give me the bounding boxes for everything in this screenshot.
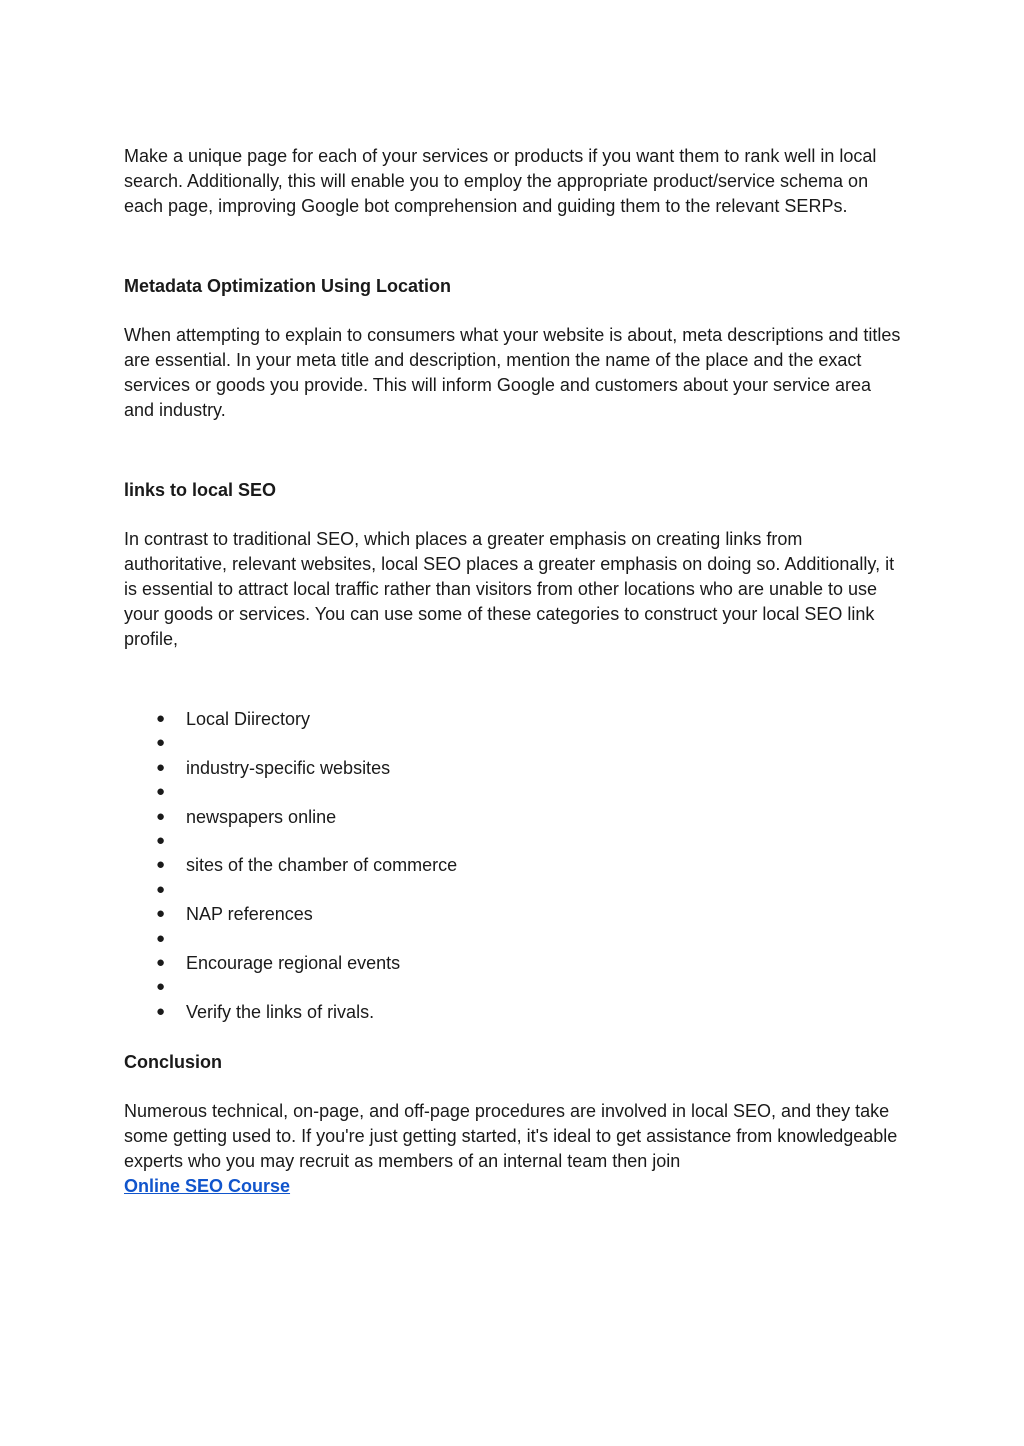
list-item — [124, 805, 904, 829]
list-item-label: Encourage regional events — [186, 952, 401, 973]
list-item-label: sites of the chamber of commerce — [186, 855, 458, 876]
conclusion-paragraph — [124, 1099, 904, 1199]
bullet-icon: ● — [156, 880, 166, 898]
list-item — [124, 853, 904, 877]
list-item — [124, 829, 904, 853]
bullet-icon: ● — [156, 758, 166, 776]
list-item — [124, 1000, 904, 1024]
list-item-label: Local Diirectory — [186, 709, 311, 729]
list-item — [124, 756, 904, 780]
metadata-paragraph: When attempting to explain to consumers what your website is about, meta descriptions and titles are essential. In your meta title and description, mention the name of the place and the exact services or goods you provide. This will inform Google and customers about your service area and industry. — [124, 325, 901, 420]
list-item — [124, 707, 904, 731]
list-item-label: NAP references — [186, 904, 313, 925]
document-page — [124, 144, 904, 1199]
bullet-icon: ● — [156, 856, 166, 874]
link-categories-list — [124, 707, 904, 1024]
bullet-icon: ● — [156, 978, 166, 996]
links-paragraph: In contrast to traditional SEO, which places a greater emphasis on creating links from authoritative, relevant websites, local SEO places a greater emphasis on doing so. Additionally, it is essential to attract local traffic rather than visitors from other locations who are unable to use your goods or services. You can use some of these categories to construct your local SEO link profile, — [124, 529, 895, 649]
metadata-heading: Metadata Optimization Using Location — [124, 276, 452, 296]
bullet-icon: ● — [156, 734, 166, 752]
online-seo-course-link[interactable]: Online SEO Course — [124, 1176, 291, 1197]
bullet-icon: ● — [156, 1002, 166, 1020]
list-item — [124, 902, 904, 926]
bullet-icon: ● — [156, 807, 166, 825]
list-item — [124, 878, 904, 902]
conclusion-text: Numerous technical, on-page, and off-page procedures are involved in local SEO, and they take some getting used to. If you're just getting started, it's ideal to get assistance from knowledgeable experts who you may recruit as members of an internal team then join — [124, 1101, 898, 1172]
bullet-icon: ● — [156, 905, 166, 923]
list-item — [124, 927, 904, 951]
intro-paragraph: Make a unique page for each of your services or products if you want them to rank well in local search. Additionally, this will enable you to employ the appropriate product/service schema on each page, improving Google bot comprehension and guiding them to the relevant SERPs. — [124, 146, 877, 216]
list-item-label: newspapers online — [186, 806, 337, 827]
list-item — [124, 951, 904, 975]
links-heading: links to local SEO — [124, 480, 277, 500]
conclusion-heading: Conclusion — [124, 1052, 222, 1073]
list-item — [124, 731, 904, 755]
list-item — [124, 780, 904, 804]
list-item-label: Verify the links of rivals. — [186, 1001, 375, 1022]
bullet-icon: ● — [156, 783, 166, 801]
bullet-icon: ● — [156, 953, 166, 971]
bullet-icon: ● — [156, 929, 166, 947]
bullet-icon: ● — [156, 831, 166, 849]
bullet-icon: ● — [156, 710, 166, 727]
list-item — [124, 975, 904, 999]
list-item-label: industry-specific websites — [186, 757, 391, 778]
